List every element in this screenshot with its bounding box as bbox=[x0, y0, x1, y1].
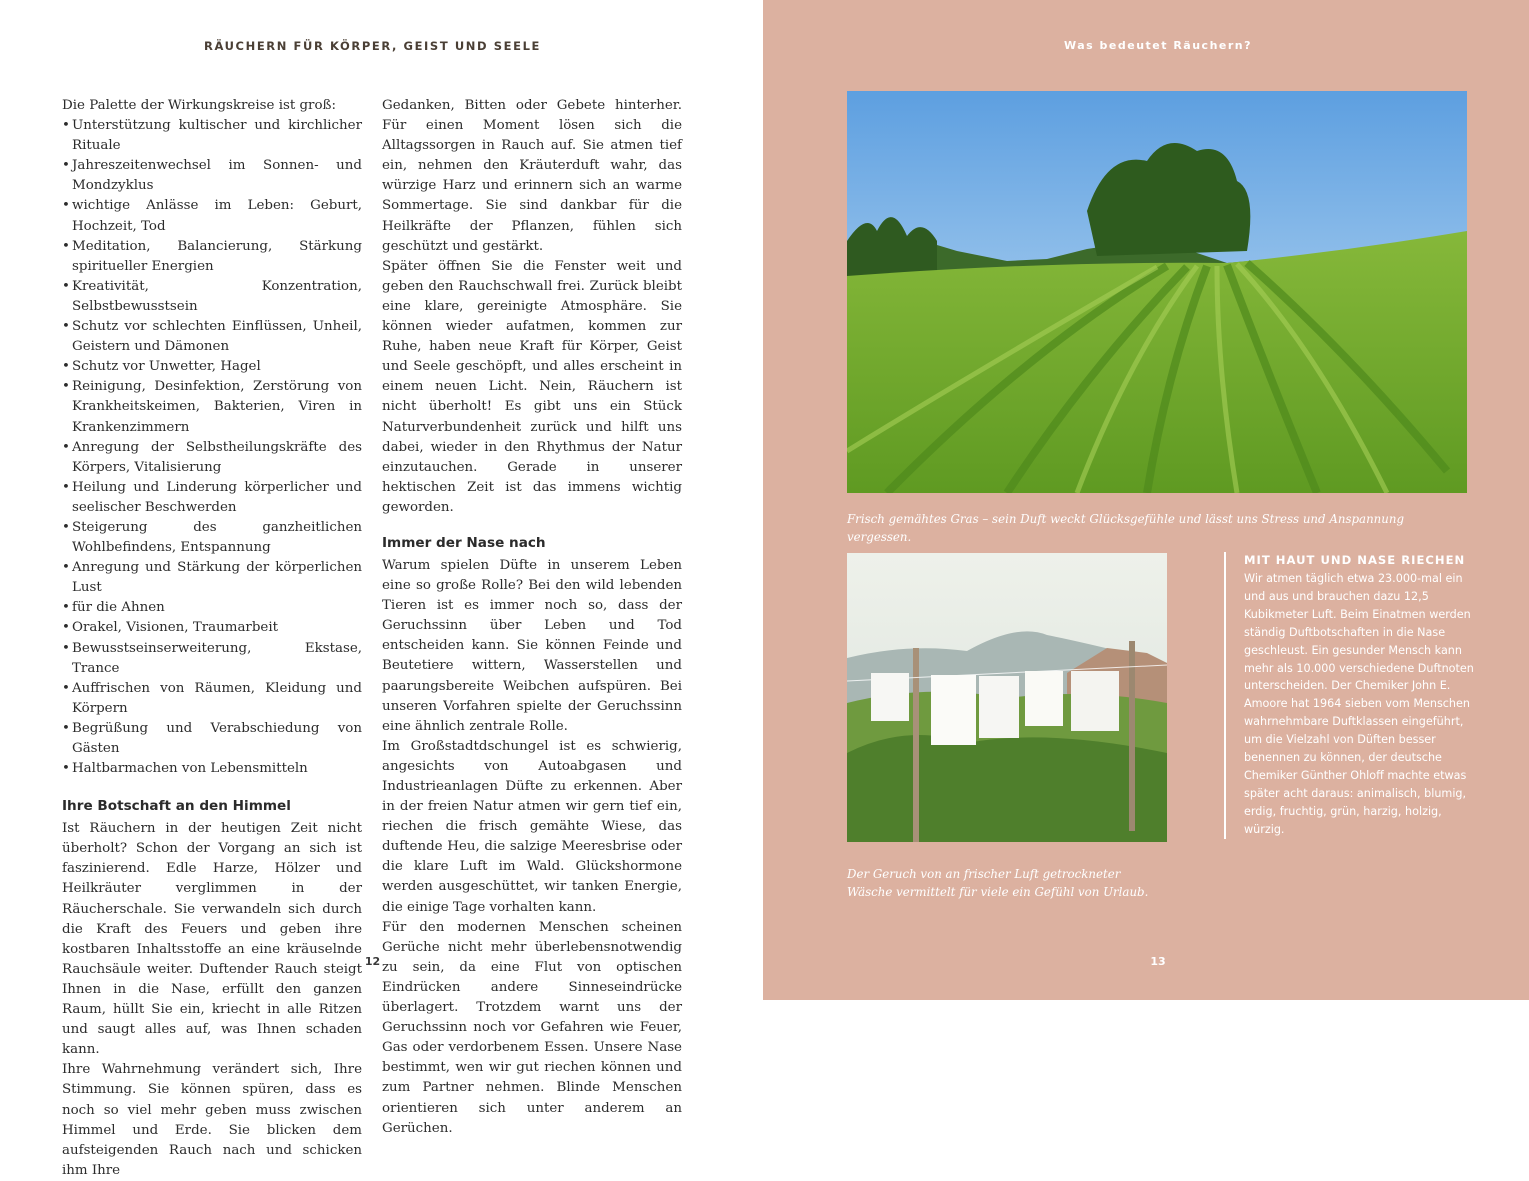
list-item: • wichtige Anlässe im Leben: Geburt, Hochzeit, Tod bbox=[62, 196, 362, 236]
paragraph: Ihre Wahrnehmung verändert sich, Ihre Stimmung. Sie können spüren, dass es noch so viel mehr geben muss zwischen Himmel und Erde. Sie blicken dem aufsteigenden Rauch nach und schicken ihm Ihre bbox=[62, 1062, 362, 1178]
list-item: • Meditation, Balancierung, Stärkung spiritueller Energien bbox=[62, 237, 362, 277]
page-number-left: 12 bbox=[364, 955, 381, 968]
info-box bbox=[1224, 552, 1476, 839]
paragraph: Warum spielen Düfte in unserem Leben eine so große Rolle? Bei den wild lebenden Tieren ist es immer noch so, dass der Geruchssinn über Leben und Tod entscheiden kann. Sie können Feinde und Beutetiere wittern, Wasserstellen und paarungsbereite Weibchen aufspüren. Bei unseren Vorfahren spielte der Geruchssinn eine ähnlich zentrale Rolle. bbox=[382, 557, 682, 734]
list-item: • Schutz vor schlechten Einflüssen, Unheil, Geistern und Dämonen bbox=[62, 317, 362, 357]
list-item: • Orakel, Visionen, Traumarbeit bbox=[62, 618, 362, 638]
laundry-caption: Der Geruch von an frischer Luft getrockneter Wäsche vermittelt für viele ein Gefühl von Urlaub. bbox=[847, 867, 1149, 899]
paragraph: Später öffnen Sie die Fenster weit und geben den Rauchschwall frei. Zurück bleibt eine klare, gereinigte Atmosphäre. Sie können wieder aufatmen, kommen zur Ruhe, haben neue Kraft für Körper, Geist und Seele geschöpft, und alles erscheint in einem neuen Licht. Nein, Räuchern ist nicht überholt! Es gibt uns ein Stück Naturverbundenheit zurück und hilft uns dabei, wieder in den Rhythmus der Natur einzutauchen. Gerade in unserer hektischen Zeit ist das immens wichtig geworden. bbox=[382, 258, 682, 515]
left-page bbox=[0, 0, 763, 1178]
running-head-right: Was bedeutet Räuchern? bbox=[1063, 39, 1253, 52]
paragraph: Für den modernen Menschen scheinen Gerüche nicht mehr überlebensnotwendig zu sein, da eine Flut von optischen Eindrücken andere Sinneseindrücke überlagert. Trotzdem warnt uns der Geruchssinn noch vor Gefahren wie Feuer, Gas oder verdorbenem Essen. Unsere Nase bestimmt, wen wir gut riechen können und zum Partner nehmen. Blinde Menschen orientieren sich unter anderem an Gerüchen. bbox=[382, 919, 682, 1136]
right-page bbox=[763, 0, 1529, 1000]
list-intro: Die Palette der Wirkungskreise ist groß: bbox=[62, 98, 336, 113]
text-column-1 bbox=[62, 96, 362, 1181]
meadow-caption: Frisch gemähtes Gras – sein Duft weckt Glücksgefühle und lässt uns Stress und Anspannung vergessen. bbox=[847, 512, 1405, 544]
list-item: • Heilung und Linderung körperlicher und seelischer Beschwerden bbox=[62, 478, 362, 518]
list-item: • Begrüßung und Verabschiedung von Gästen bbox=[62, 719, 362, 759]
list-item: • Schutz vor Unwetter, Hagel bbox=[62, 357, 362, 377]
list-item: • Jahreszeitenwechsel im Sonnen- und Mondzyklus bbox=[62, 156, 362, 196]
list-item: • Anregung und Stärkung der körperlichen Lust bbox=[62, 558, 362, 598]
running-head-left: RÄUCHERN FÜR KÖRPER, GEIST UND SEELE bbox=[204, 39, 541, 53]
list-item: • Steigerung des ganzheitlichen Wohlbefindens, Entspannung bbox=[62, 518, 362, 558]
list-item: • Reinigung, Desinfektion, Zerstörung von Krankheitskeimen, Bakterien, Viren in Krankenzimmern bbox=[62, 377, 362, 437]
meadow-photo bbox=[847, 91, 1467, 493]
list-item: • Anregung der Selbstheilungskräfte des Körpers, Vitalisierung bbox=[62, 438, 362, 478]
section-heading: Ihre Botschaft an den Himmel bbox=[62, 798, 291, 815]
list-item: • für die Ahnen bbox=[62, 598, 362, 618]
info-box-title: MIT HAUT UND NASE RIECHEN bbox=[1244, 553, 1466, 567]
info-box-text: Wir atmen täglich etwa 23.000-mal ein und aus und brauchen dazu 12,5 Kubikmeter Luft. Beim Einatmen werden ständig Duftbotschaften in die Nase geschleust. Ein gesunder Mensch kann mehr als 10.000 verschiedene Duftnoten unterscheiden. Der Chemiker John E. Amoore hat 1964 sieben vom Menschen wahrnehmbare Duftklassen eingeführt, um die Vielzahl von Düften besser benennen zu können, der deutsche Chemiker Günther Ohloff machte etwas später acht daraus: animalisch, blumig, erdig, fruchtig, grün, harzig, holzig, würzig. bbox=[1244, 572, 1474, 836]
list-item: • Kreativität, Konzentration, Selbstbewusstsein bbox=[62, 277, 362, 317]
effects-list bbox=[62, 116, 362, 779]
list-item: • Auffrischen von Räumen, Kleidung und Körpern bbox=[62, 679, 362, 719]
page-number-right: 13 bbox=[1150, 955, 1166, 968]
paragraph: Im Großstadtdschungel ist es schwierig, angesichts von Autoabgasen und Industrieanlagen Düfte zu erkennen. Aber in der freien Natur atmen wir gern tief ein, riechen die frisch gemähte Wiese, das duftende Heu, die salzige Meeresbrise oder die klare Luft im Wald. Glückshormone werden ausgeschüttet, wir tanken Energie, die einige Tage vorhalten kann. bbox=[382, 738, 682, 915]
laundry-photo bbox=[847, 553, 1167, 842]
list-item: • Haltbarmachen von Lebensmitteln bbox=[62, 759, 362, 779]
paragraph: Gedanken, Bitten oder Gebete hinterher. Für einen Moment lösen sich die Alltagssorgen in Rauch auf. Sie atmen tief ein, nehmen den Kräuterduft wahr, das würzige Harz und erinnern sich an warme Sommertage. Sie sind dankbar für die Heilkräfte der Pflanzen, fühlen sich geschützt und gestärkt. bbox=[382, 98, 682, 254]
list-item: • Unterstützung kultischer und kirchlicher Rituale bbox=[62, 116, 362, 156]
text-column-2 bbox=[382, 96, 682, 1139]
section-heading: Immer der Nase nach bbox=[382, 534, 546, 551]
paragraph: Ist Räuchern in der heutigen Zeit nicht überholt? Schon der Vorgang an sich ist faszinierend. Edle Harze, Hölzer und Heilkräuter verglimmen in der Räucherschale. Sie verwandeln sich durch die Kraft des Feuers und geben ihre kostbaren Inhaltsstoffe an eine kräuselnde Rauchsäule weiter. Duftender Rauch steigt Ihnen in die Nase, erfüllt den ganzen Raum, hüllt Sie ein, kriecht in alle Ritzen und saugt alles auf, was Ihnen schaden kann. bbox=[62, 821, 362, 1058]
list-item: • Bewusstseinserweiterung, Ekstase, Trance bbox=[62, 639, 362, 679]
